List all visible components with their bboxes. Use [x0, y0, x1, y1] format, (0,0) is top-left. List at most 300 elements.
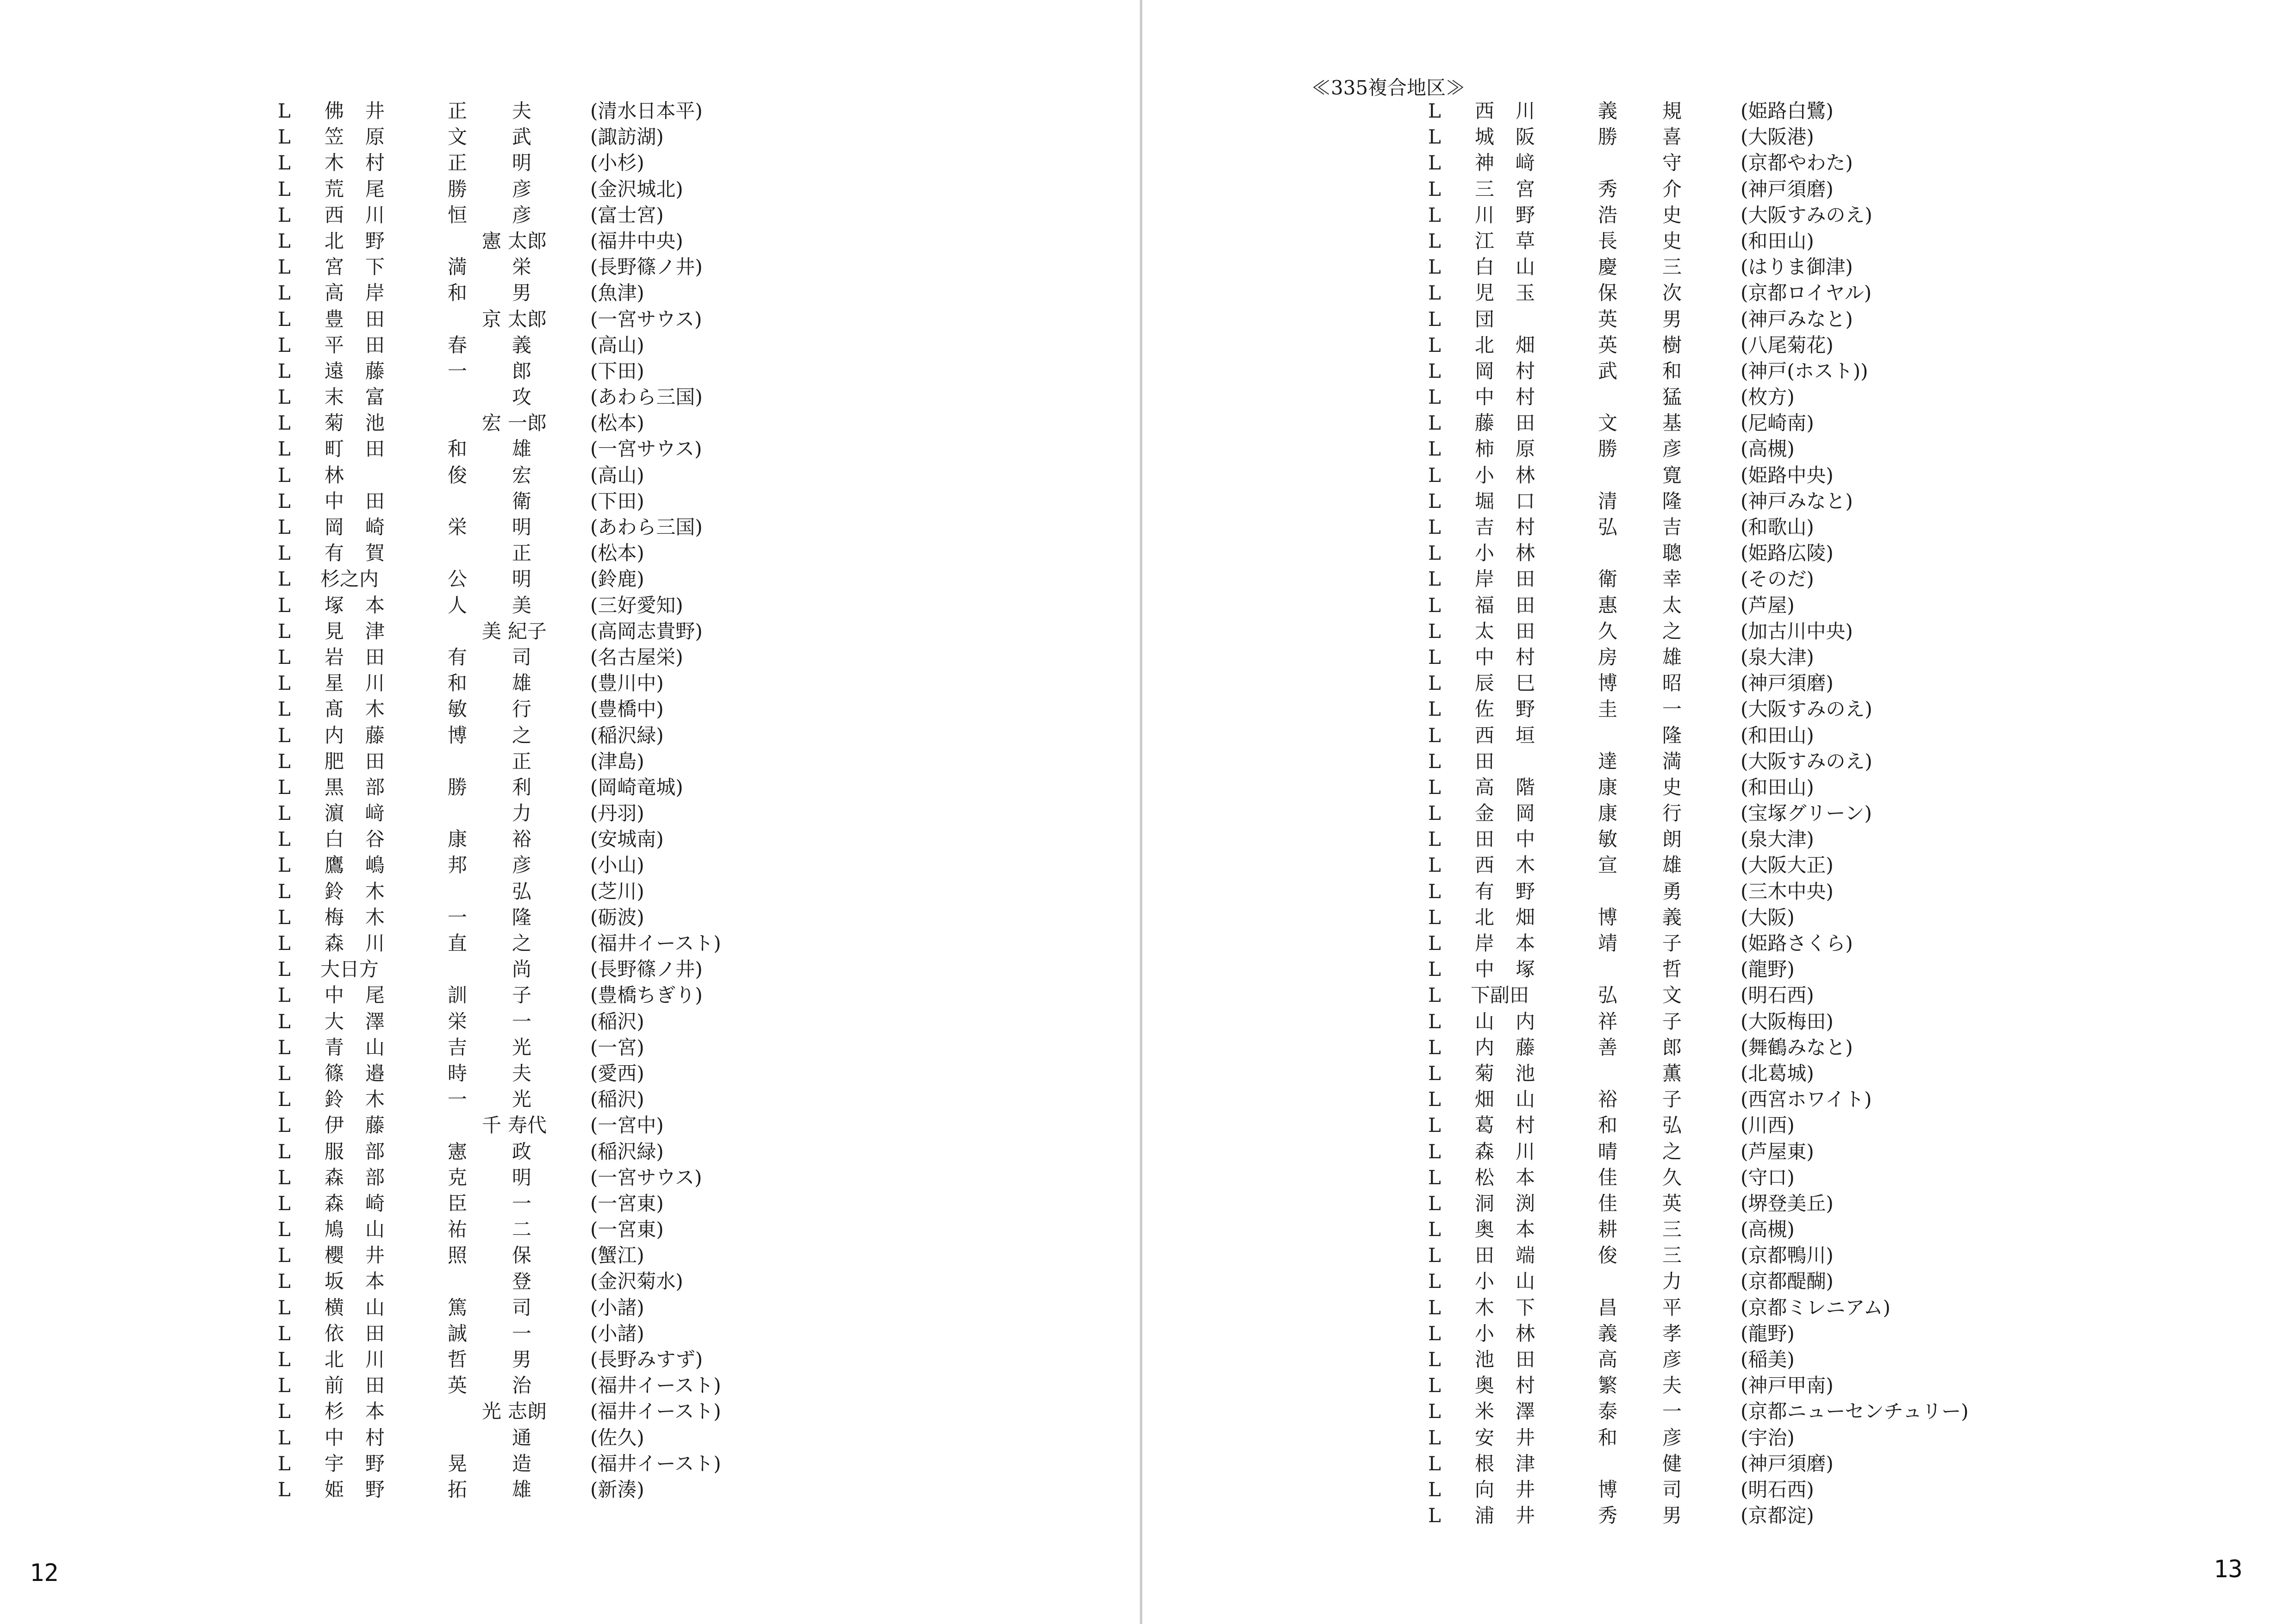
- surname-part: 小: [1474, 542, 1494, 565]
- club-name: (京都やわた): [1741, 151, 1853, 175]
- surname-part: 草: [1515, 229, 1535, 252]
- given-name-part: 正: [512, 750, 531, 773]
- surname-part: 小: [1474, 1322, 1494, 1345]
- surname-part: 辰: [1474, 672, 1494, 695]
- member-title: L: [278, 672, 291, 695]
- surname-part: 中: [1474, 645, 1494, 668]
- surname-part: 田: [365, 489, 385, 512]
- member-title: L: [1428, 256, 1441, 279]
- surname-part: 伊: [324, 1114, 344, 1137]
- surname-part: 森: [324, 1192, 344, 1215]
- member-title: L: [278, 1478, 291, 1501]
- surname-part: 村: [365, 151, 385, 175]
- member-row: [1428, 696, 1984, 722]
- given-name-part: 康: [1597, 802, 1617, 825]
- member-row: [278, 124, 833, 150]
- given-name-part: 太郎: [508, 229, 547, 252]
- club-name: (稲美): [1741, 1348, 1795, 1371]
- surname-part: 本: [365, 593, 385, 617]
- member-title: L: [1428, 1192, 1441, 1215]
- given-name-part: 弘: [1662, 1114, 1682, 1137]
- member-title: L: [1428, 698, 1441, 721]
- member-row: [1428, 98, 1984, 124]
- member-title: L: [1428, 1166, 1441, 1189]
- member-row: [278, 254, 833, 280]
- club-name: (安城南): [590, 828, 664, 851]
- surname-part: 田: [365, 750, 385, 773]
- surname-part: 嶋: [365, 854, 385, 877]
- club-name: (長野みすず): [590, 1348, 703, 1371]
- given-name-part: 郎: [1662, 1036, 1682, 1059]
- member-row: [1428, 1139, 1984, 1165]
- member-title: L: [1428, 568, 1441, 591]
- given-name-part: 義: [1597, 1322, 1617, 1345]
- given-name-part: 房: [1597, 645, 1617, 668]
- surname-part: 阪: [1515, 125, 1535, 149]
- member-row: [1428, 905, 1984, 931]
- member-title: L: [1428, 1036, 1441, 1059]
- surname-part: 西: [1474, 724, 1494, 747]
- member-row: [278, 384, 833, 410]
- club-name: (一宮中): [590, 1114, 664, 1137]
- given-name-part: 雄: [1662, 854, 1682, 877]
- member-row: [278, 1009, 833, 1035]
- given-name-part: 攻: [512, 386, 531, 409]
- given-name-part: 彦: [512, 854, 531, 877]
- member-title: L: [1428, 386, 1441, 409]
- given-name-part: 和: [1662, 359, 1682, 382]
- surname-part: 田: [1474, 750, 1494, 773]
- club-name: (泉大津): [1741, 645, 1814, 668]
- member-title: L: [1428, 984, 1441, 1007]
- member-title: L: [278, 333, 291, 356]
- surname-part: 岸: [1474, 568, 1494, 591]
- given-name-part: 薫: [1662, 1062, 1682, 1085]
- member-row: [278, 593, 833, 618]
- club-name: (津島): [590, 750, 644, 773]
- club-name: (一宮サウス): [590, 1166, 702, 1189]
- surname-part: 木: [365, 698, 385, 721]
- member-row: [1428, 384, 1984, 410]
- given-name-part: 之: [1662, 1140, 1682, 1163]
- given-name-part: 篤: [447, 1296, 467, 1319]
- given-name-part: 宏: [481, 412, 501, 435]
- member-title: L: [278, 100, 291, 122]
- member-row: [278, 723, 833, 749]
- given-name-part: 志朗: [508, 1400, 547, 1423]
- surname-part: 崎: [365, 516, 385, 538]
- given-name-part: 耕: [1597, 1218, 1617, 1241]
- member-title: L: [1428, 489, 1441, 512]
- club-name: (小山): [590, 854, 644, 877]
- member-row: [1428, 852, 1984, 878]
- surname-part: 田: [1515, 593, 1535, 617]
- given-name-part: 美: [512, 593, 531, 617]
- given-name-part: 雄: [512, 1478, 531, 1501]
- member-row: [278, 931, 833, 956]
- given-name-part: 京: [481, 307, 501, 331]
- member-row: [278, 775, 833, 800]
- surname-part: 部: [365, 1140, 385, 1163]
- member-title: L: [278, 1348, 291, 1371]
- member-row: [278, 1217, 833, 1243]
- club-name: (北葛城): [1741, 1062, 1814, 1085]
- surname-part: 中: [324, 984, 344, 1007]
- member-title: L: [1428, 333, 1441, 356]
- surname-part: 濵: [324, 802, 344, 825]
- given-name-part: 博: [447, 724, 467, 747]
- club-name: (大阪): [1741, 906, 1795, 929]
- member-row: [1428, 931, 1984, 956]
- member-row: [1428, 202, 1984, 228]
- member-title: L: [1428, 203, 1441, 226]
- member-row: [1428, 280, 1984, 306]
- surname-part: 林: [1515, 542, 1535, 565]
- given-name-part: 宣: [1597, 854, 1617, 877]
- surname-part: 遠: [324, 359, 344, 382]
- club-name: (小諸): [590, 1322, 644, 1345]
- given-name-part: 武: [1597, 359, 1617, 382]
- given-name-part: 清: [1597, 489, 1617, 512]
- club-name: (神戸須磨): [1741, 672, 1834, 695]
- member-row: [278, 1425, 833, 1451]
- member-row: [1428, 124, 1984, 150]
- given-name-part: 三: [1662, 1218, 1682, 1241]
- given-name-part: 勝: [447, 177, 467, 200]
- given-name-part: 博: [1597, 1478, 1617, 1501]
- given-name-part: 臣: [447, 1192, 467, 1215]
- club-name: (丹羽): [590, 802, 644, 825]
- given-name-part: 義: [1662, 906, 1682, 929]
- surname-part: 小: [1474, 463, 1494, 487]
- given-name-part: 太郎: [508, 307, 547, 331]
- member-title: L: [278, 412, 291, 435]
- surname-part: 青: [324, 1036, 344, 1059]
- given-name-part: 之: [512, 724, 531, 747]
- given-name-part: 通: [512, 1426, 531, 1449]
- surname-part: 小: [1474, 1270, 1494, 1293]
- member-row: [278, 280, 833, 306]
- given-name-part: 一: [512, 1192, 531, 1215]
- surname-part: 福: [1474, 593, 1494, 617]
- given-name-part: 和: [1597, 1426, 1617, 1449]
- given-name-part: 博: [1597, 906, 1617, 929]
- club-name: (和田山): [1741, 724, 1814, 747]
- club-name: (京都ニューセンチュリー): [1741, 1400, 1969, 1423]
- given-name-part: 保: [512, 1244, 531, 1267]
- given-name-part: 之: [1662, 619, 1682, 643]
- surname-part: 依: [324, 1322, 344, 1345]
- member-row: [278, 800, 833, 826]
- given-name-part: 敏: [1597, 828, 1617, 851]
- surname-part: 大: [324, 1010, 344, 1033]
- given-name-part: 寿代: [508, 1114, 547, 1137]
- club-name: (和田山): [1741, 775, 1814, 799]
- member-row: [1428, 593, 1984, 618]
- surname-part: 星: [324, 672, 344, 695]
- member-title: L: [1428, 906, 1441, 929]
- given-name-part: 司: [512, 1296, 531, 1319]
- given-name-part: 聰: [1662, 542, 1682, 565]
- given-name-part: 博: [1597, 672, 1617, 695]
- member-row: [1428, 1035, 1984, 1061]
- surname-part: 畑: [1515, 333, 1535, 356]
- given-name-part: 二: [512, 1218, 531, 1241]
- member-title: L: [1428, 125, 1441, 149]
- club-name: (神戸須磨): [1741, 1452, 1834, 1475]
- club-name: (大阪梅田): [1741, 1010, 1834, 1033]
- club-name: (京都鴨川): [1741, 1244, 1834, 1267]
- given-name-part: 英: [1662, 1192, 1682, 1215]
- surname-part: 宇: [324, 1452, 344, 1475]
- surname-part: 金: [1474, 802, 1494, 825]
- member-title: L: [1428, 1452, 1441, 1475]
- given-name-part: 雄: [512, 672, 531, 695]
- surname-part: 末: [324, 386, 344, 409]
- member-row: [278, 410, 833, 436]
- member-row: [1428, 176, 1984, 202]
- given-name-part: 敏: [447, 698, 467, 721]
- club-name: (神戸須磨): [1741, 177, 1834, 200]
- surname-part: 櫻: [324, 1244, 344, 1267]
- member-title: L: [1428, 619, 1441, 643]
- club-name: (京都ミレニアム): [1741, 1296, 1890, 1319]
- given-name-part: 史: [1662, 203, 1682, 226]
- club-name: (明石西): [1741, 984, 1814, 1007]
- surname-part: 根: [1474, 1452, 1494, 1475]
- given-name-part: 繁: [1597, 1374, 1617, 1397]
- surname-part: 森: [324, 1166, 344, 1189]
- given-name-part: 直: [447, 932, 467, 955]
- surname-part: 村: [1515, 1374, 1535, 1397]
- given-name-part: 和: [447, 437, 467, 461]
- member-row: [1428, 1061, 1984, 1087]
- club-name: (蟹江): [590, 1244, 644, 1267]
- surname-part: 岡: [1515, 802, 1535, 825]
- member-row: [1428, 1112, 1984, 1138]
- member-title: L: [278, 229, 291, 252]
- given-name-part: 行: [512, 698, 531, 721]
- club-name: (福井中央): [590, 229, 683, 252]
- club-name: (福井イースト): [590, 1400, 721, 1423]
- surname-part: 野: [1515, 880, 1535, 903]
- member-row: [278, 1295, 833, 1321]
- member-title: L: [1428, 1270, 1441, 1293]
- surname-part: 内: [1515, 1010, 1535, 1033]
- given-name-part: 武: [512, 125, 531, 149]
- member-row: [278, 1451, 833, 1477]
- club-name: (愛西): [590, 1062, 644, 1085]
- club-name: (龍野): [1741, 958, 1795, 981]
- given-name-part: 一: [447, 359, 467, 382]
- member-title: L: [278, 1452, 291, 1475]
- club-name: (福井イースト): [590, 1452, 721, 1475]
- member-row: [1428, 1399, 1984, 1424]
- club-name: (松本): [590, 412, 644, 435]
- given-name-part: 守: [1662, 151, 1682, 175]
- surname-part: 前: [324, 1374, 344, 1397]
- club-name: (神戸甲南): [1741, 1374, 1834, 1397]
- club-name: (京都ロイヤル): [1741, 281, 1872, 305]
- surname-part: 木: [365, 1088, 385, 1111]
- given-name-part: 文: [447, 125, 467, 149]
- member-title: L: [1428, 1478, 1441, 1501]
- club-name: (神戸みなと): [1741, 307, 1853, 331]
- member-title: L: [1428, 151, 1441, 175]
- surname-part: 野: [365, 1452, 385, 1475]
- given-name-part: 浩: [1597, 203, 1617, 226]
- member-row: [1428, 1503, 1984, 1529]
- member-title: L: [278, 203, 291, 226]
- member-row: [278, 202, 833, 228]
- given-name-part: 時: [447, 1062, 467, 1085]
- surname-part: 下副田: [1471, 984, 1529, 1007]
- surname-part: 柿: [1474, 437, 1494, 461]
- surname-part: 吉: [1474, 516, 1494, 538]
- surname-part: 尾: [365, 177, 385, 200]
- given-name-part: 吉: [1662, 516, 1682, 538]
- member-row: [278, 644, 833, 670]
- member-title: L: [278, 775, 291, 799]
- given-name-part: 公: [447, 568, 467, 591]
- given-name-part: 行: [1662, 802, 1682, 825]
- member-title: L: [1428, 1140, 1441, 1163]
- club-name: (稲沢): [590, 1088, 644, 1111]
- given-name-part: 男: [1662, 1504, 1682, 1527]
- member-row: [278, 98, 833, 124]
- club-name: (京都醍醐): [1741, 1270, 1834, 1293]
- club-name: (神戸みなと): [1741, 489, 1853, 512]
- member-row: [278, 1112, 833, 1138]
- club-name: (京都淀): [1741, 1504, 1814, 1527]
- surname-part: 大日方: [320, 958, 379, 981]
- member-title: L: [1428, 412, 1441, 435]
- member-title: L: [278, 125, 291, 149]
- given-name-part: 彦: [512, 203, 531, 226]
- surname-part: 宮: [324, 256, 344, 279]
- member-title: L: [278, 698, 291, 721]
- given-name-part: 司: [512, 645, 531, 668]
- club-name: (泉大津): [1741, 828, 1814, 851]
- member-title: L: [1428, 463, 1441, 487]
- surname-part: 菊: [1474, 1062, 1494, 1085]
- member-row: [278, 1191, 833, 1217]
- surname-part: 田: [1515, 619, 1535, 643]
- surname-part: 田: [365, 437, 385, 461]
- club-name: (高岡志貴野): [590, 619, 703, 643]
- surname-part: 向: [1474, 1478, 1494, 1501]
- given-name-part: 勝: [1597, 125, 1617, 149]
- member-row: [1428, 879, 1984, 905]
- member-title: L: [1428, 1374, 1441, 1397]
- given-name-part: 子: [1662, 1010, 1682, 1033]
- surname-part: 原: [1515, 437, 1535, 461]
- club-name: (稲沢緑): [590, 724, 664, 747]
- club-name: (豊橋ちぎり): [590, 984, 703, 1007]
- surname-part: 田: [365, 333, 385, 356]
- surname-part: 北: [1474, 906, 1494, 929]
- club-name: (守口): [1741, 1166, 1795, 1189]
- given-name-part: 光: [512, 1036, 531, 1059]
- surname-part: 山: [1515, 1088, 1535, 1111]
- given-name-part: 裕: [1597, 1088, 1617, 1111]
- member-title: L: [1428, 307, 1441, 331]
- member-row: [1428, 775, 1984, 800]
- member-title: L: [1428, 828, 1441, 851]
- member-title: L: [1428, 1296, 1441, 1319]
- surname-part: 髙: [324, 698, 344, 721]
- surname-part: 佛: [324, 100, 344, 122]
- surname-part: 原: [365, 125, 385, 149]
- surname-part: 藤: [1515, 1036, 1535, 1059]
- surname-part: 木: [365, 880, 385, 903]
- page-gutter: [1140, 0, 1142, 1624]
- surname-part: 﨑: [1515, 151, 1535, 175]
- club-name: (姫路広陵): [1741, 542, 1834, 565]
- given-name-part: 保: [1597, 281, 1617, 305]
- given-name-part: 満: [447, 256, 467, 279]
- surname-part: 岩: [324, 645, 344, 668]
- given-name-part: 文: [1597, 412, 1617, 435]
- given-name-part: 孝: [1662, 1322, 1682, 1345]
- given-name-part: 義: [512, 333, 531, 356]
- surname-part: 野: [365, 1478, 385, 1501]
- surname-part: 岸: [1474, 932, 1494, 955]
- surname-part: 鈴: [324, 880, 344, 903]
- surname-part: 安: [1474, 1426, 1494, 1449]
- club-name: (和田山): [1741, 229, 1814, 252]
- club-name: (尼崎南): [1741, 412, 1814, 435]
- given-name-part: 達: [1597, 750, 1617, 773]
- member-row: [278, 696, 833, 722]
- surname-part: 黒: [324, 775, 344, 799]
- club-name: (稲沢): [590, 1010, 644, 1033]
- given-name-part: 夫: [512, 1062, 531, 1085]
- given-name-part: 明: [512, 151, 531, 175]
- member-row: [1428, 1373, 1984, 1399]
- member-row: [278, 306, 833, 332]
- surname-part: 葛: [1474, 1114, 1494, 1137]
- member-row: [1428, 410, 1984, 436]
- member-title: L: [278, 1218, 291, 1241]
- given-name-part: 一: [1662, 1400, 1682, 1423]
- member-row: [1428, 644, 1984, 670]
- member-title: L: [1428, 177, 1441, 200]
- surname-part: 北: [1474, 333, 1494, 356]
- surname-part: 内: [1474, 1036, 1494, 1059]
- given-name-part: 泰: [1597, 1400, 1617, 1423]
- surname-part: 中: [1515, 828, 1535, 851]
- member-row: [1428, 826, 1984, 852]
- given-name-part: 正: [512, 542, 531, 565]
- surname-part: 荒: [324, 177, 344, 200]
- surname-part: 本: [365, 1270, 385, 1293]
- surname-part: 西: [1474, 854, 1494, 877]
- given-name-part: 一郎: [508, 412, 547, 435]
- surname-part: 川: [365, 203, 385, 226]
- member-title: L: [278, 1296, 291, 1319]
- club-name: (高槻): [1741, 1218, 1795, 1241]
- surname-part: 田: [365, 1374, 385, 1397]
- member-row: [278, 150, 833, 176]
- member-title: L: [1428, 1218, 1441, 1241]
- surname-part: 北: [324, 229, 344, 252]
- member-row: [1428, 618, 1984, 644]
- surname-part: 川: [365, 1348, 385, 1371]
- given-name-part: 三: [1662, 256, 1682, 279]
- surname-part: 児: [1474, 281, 1494, 305]
- member-title: L: [278, 906, 291, 929]
